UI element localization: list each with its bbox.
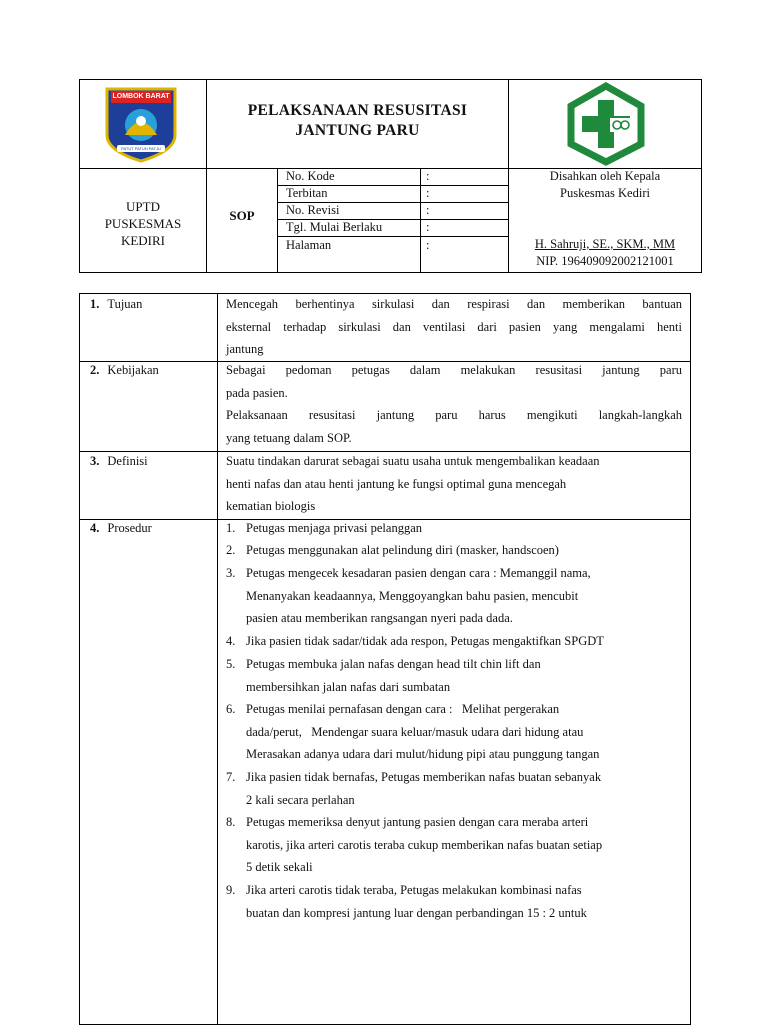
- title-line-2: JANTUNG PARU: [295, 122, 420, 139]
- title-line-1: PELAKSANAAN RESUSITASI: [247, 102, 468, 119]
- step-line: Petugas membuka jalan nafas dengan head tilt chin lift dan: [246, 657, 541, 671]
- step-line: Jika pasien tidak bernafas, Petugas memberikan nafas buatan sebanyak: [246, 770, 602, 784]
- meta-label-kode: No. Kode: [286, 169, 335, 183]
- step-number: 8.: [226, 815, 236, 829]
- procedure-step: [226, 539, 686, 562]
- step-number: 2.: [226, 543, 236, 557]
- logo-banner-text: LOMBOK BARAT: [112, 93, 170, 100]
- approval-text: [510, 168, 700, 202]
- step-line: 5 detik sekali: [246, 860, 313, 874]
- organization-name: [80, 198, 206, 249]
- meta-colon-kode: :: [426, 169, 430, 183]
- section-label-definisi: [90, 454, 148, 469]
- step-number: 6.: [226, 702, 236, 716]
- signer-block: [510, 236, 700, 270]
- section-label-text: Prosedur: [107, 521, 152, 535]
- step-line: Menanyakan keadaannya, Menggoyangkan bahu pasien, mencubit: [246, 588, 579, 603]
- section-number: 2.: [90, 363, 100, 377]
- text-line: eksternal terhadap sirkulasi dan ventilasi dari pasien yang mengalami henti: [226, 319, 682, 334]
- section-label-prosedur: [90, 521, 152, 536]
- sop-content-table: [79, 293, 691, 1025]
- step-line: buatan dan kompresi jantung luar dengan perbandingan 15 : 2 untuk: [246, 905, 587, 920]
- approval-line-1: Disahkan oleh Kepala: [549, 169, 661, 183]
- step-line: Merasakan adanya udara dari mulut/hidung pipi atau punggung tangan: [246, 747, 600, 761]
- meta-label-terbitan: Terbitan: [286, 186, 328, 200]
- meta-label-tgl: Tgl. Mulai Berlaku: [286, 220, 383, 234]
- sop-label: SOP: [229, 208, 255, 223]
- step-line: karotis, jika arteri carotis teraba cukup memberikan nafas buatan setiap: [246, 837, 603, 852]
- step-number: 3.: [226, 566, 236, 580]
- text-line: Pelaksanaan resusitasi jantung paru harus mengikuti langkah-langkah: [226, 408, 682, 422]
- section-label-text: Kebijakan: [107, 363, 159, 377]
- procedure-step: [226, 653, 686, 698]
- procedure-step: [226, 879, 686, 924]
- step-line: pasien atau memberikan rangsangan nyeri pada dada.: [246, 611, 513, 625]
- section-number: 4.: [90, 521, 100, 535]
- text-line: Suatu tindakan darurat sebagai suatu usaha untuk mengembalikan keadaan: [226, 454, 600, 468]
- org-line-1: UPTD: [126, 199, 160, 214]
- text-line: henti nafas dan atau henti jantung ke fungsi optimal guna mencegah: [226, 476, 567, 491]
- step-line: dada/perut, Mendengar suara keluar/masuk udara dari hidung atau: [246, 724, 584, 739]
- meta-label-revisi: No. Revisi: [286, 203, 340, 217]
- section-label-tujuan: [90, 297, 142, 312]
- meta-colon-terbitan: :: [426, 186, 430, 200]
- text-line: yang tetuang dalam SOP.: [226, 430, 352, 445]
- section-number: 3.: [90, 454, 100, 468]
- approval-line-2: Puskesmas Kediri: [560, 186, 650, 200]
- procedure-step: [226, 562, 686, 630]
- step-number: 5.: [226, 657, 236, 671]
- step-number: 9.: [226, 883, 236, 897]
- procedure-step: [226, 517, 686, 540]
- section-text-kebijakan: [226, 359, 682, 449]
- procedure-step: [226, 766, 686, 811]
- meta-colon-revisi: :: [426, 203, 430, 217]
- text-line: Mencegah berhentinya sirkulasi dan respirasi dan memberikan bantuan: [226, 297, 682, 311]
- step-number: 7.: [226, 770, 236, 784]
- lombok-barat-emblem-icon: [103, 85, 179, 163]
- meta-colon-tgl: :: [426, 220, 430, 234]
- sop-header-table: [79, 79, 702, 273]
- text-line: jantung: [226, 342, 264, 356]
- procedure-step: [226, 811, 686, 879]
- step-line: Petugas mengecek kesadaran pasien dengan cara : Memanggil nama,: [246, 566, 591, 580]
- document-title: [207, 101, 508, 141]
- text-line: Sebagai pedoman petugas dalam melakukan resusitasi jantung paru: [226, 363, 682, 377]
- logo-motto-text: PATUT PATUH PATJU: [121, 146, 161, 151]
- step-line: Petugas memeriksa denyut jantung pasien dengan cara meraba arteri: [246, 815, 589, 829]
- step-line: membersihkan jalan nafas dari sumbatan: [246, 679, 451, 694]
- signer-name: H. Sahruji, SE., SKM., MM: [534, 237, 676, 251]
- org-line-2: PUSKESMAS: [104, 216, 182, 231]
- meta-colon-halaman: :: [426, 238, 430, 252]
- org-line-3: KEDIRI: [120, 233, 166, 248]
- text-line: pada pasien.: [226, 385, 288, 400]
- step-line: Petugas menggunakan alat pelindung diri (masker, handscoen): [246, 543, 559, 557]
- step-number: 1.: [226, 521, 236, 535]
- meta-label-halaman: Halaman: [286, 238, 332, 252]
- section-text-definisi: [226, 450, 682, 518]
- section-text-tujuan: [226, 293, 682, 361]
- step-line: Jika arteri carotis tidak teraba, Petugas melakukan kombinasi nafas: [246, 883, 582, 897]
- step-line: 2 kali secara perlahan: [246, 792, 355, 807]
- section-label-text: Definisi: [107, 454, 148, 468]
- step-number: 4.: [226, 634, 236, 648]
- section-label-kebijakan: [90, 363, 159, 378]
- section-label-text: Tujuan: [107, 297, 143, 311]
- step-line: Petugas menilai pernafasan dengan cara : Melihat pergerakan: [246, 702, 560, 716]
- section-number: 1.: [90, 297, 100, 311]
- procedure-step: [226, 698, 686, 766]
- step-line: Petugas menjaga privasi pelanggan: [246, 521, 422, 535]
- puskesmas-cross-logo-icon: [564, 82, 648, 166]
- step-line: Jika pasien tidak sadar/tidak ada respon, Petugas mengaktifkan SPGDT: [246, 634, 604, 648]
- signer-nip: NIP. 196409092002121001: [536, 254, 674, 268]
- text-line: kematian biologis: [226, 499, 316, 513]
- procedure-step: [226, 630, 686, 653]
